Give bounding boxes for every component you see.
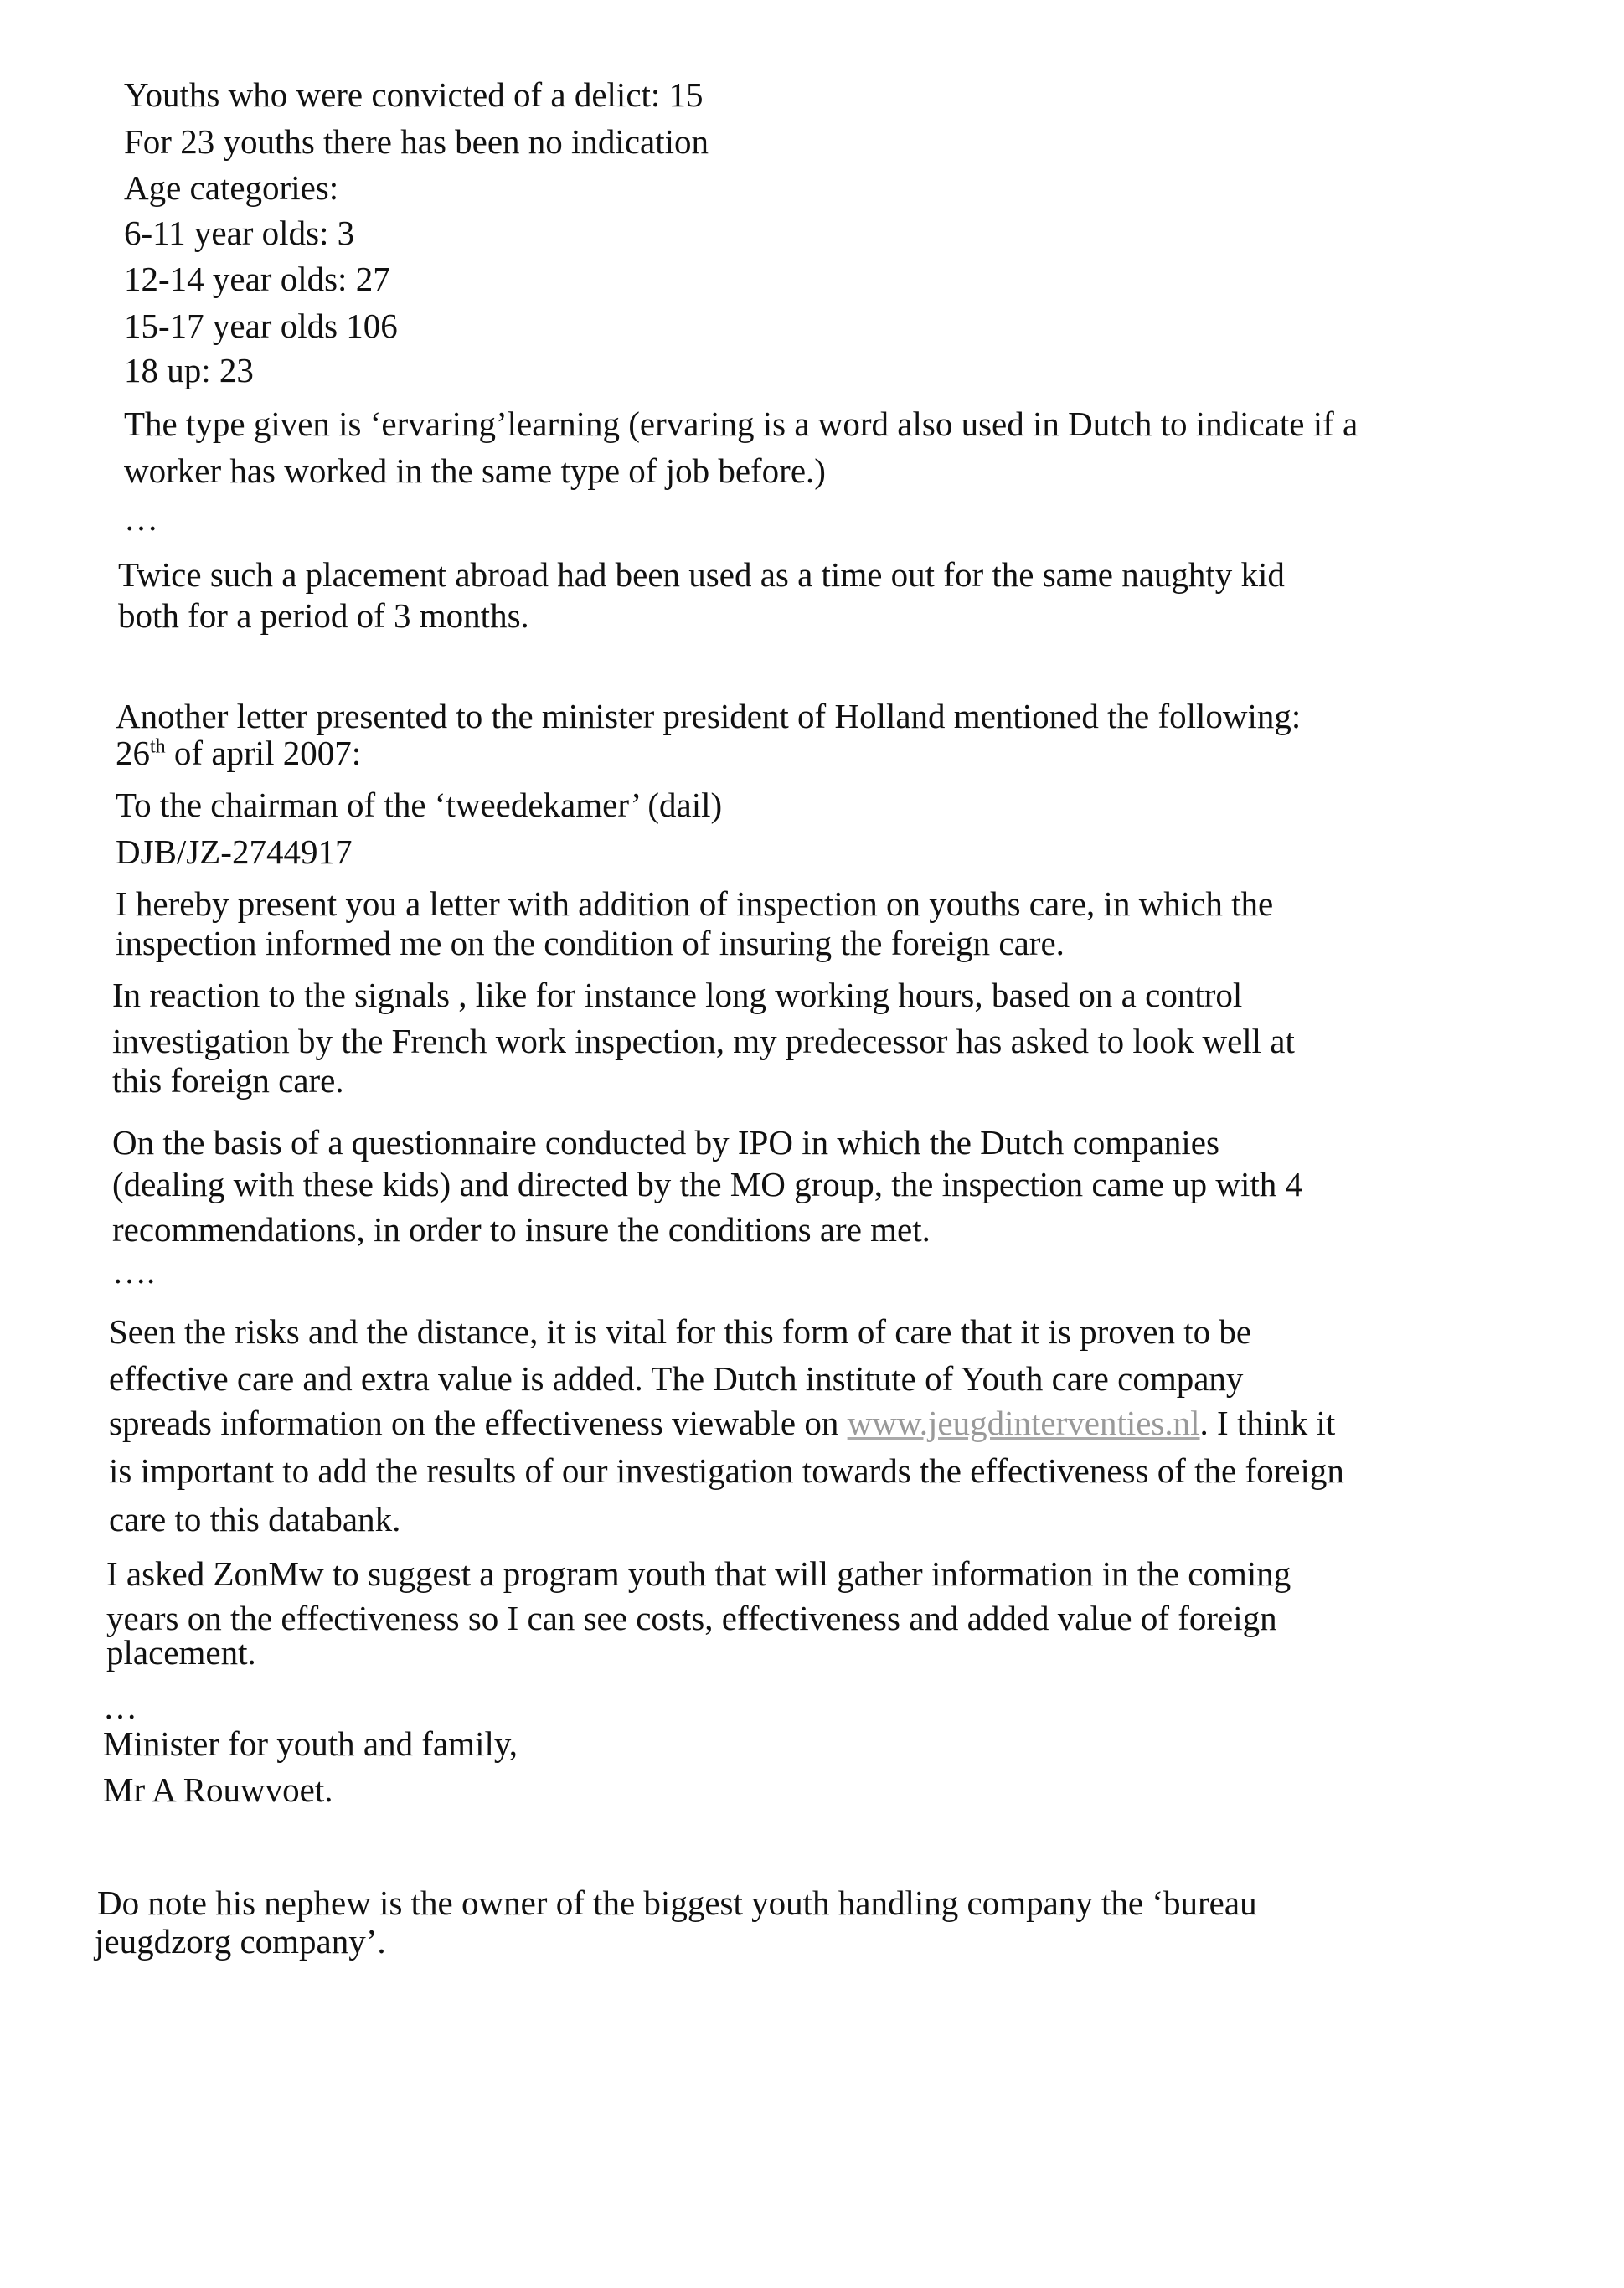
text-line: I hereby present you a letter with addition of inspection on youths care, in which the xyxy=(116,884,1274,923)
text-line: 12-14 year olds: 27 xyxy=(124,260,390,298)
text-line: DJB/JZ-2744917 xyxy=(116,832,353,871)
text-line: Do note his nephew is the owner of the biggest youth handling company the ‘bureau xyxy=(97,1883,1257,1922)
text-line: 18 up: 23 xyxy=(124,351,254,389)
website-link[interactable]: www.jeugdinterventies.nl xyxy=(847,1404,1200,1442)
text-line: effective care and extra value is added. The Dutch institute of Youth care company xyxy=(109,1359,1244,1398)
text-line: this foreign care. xyxy=(112,1061,344,1100)
text-line: To the chairman of the ‘tweedekamer’ (dail) xyxy=(116,786,723,824)
text-line: …. xyxy=(112,1252,156,1291)
text-line: worker has worked in the same type of job before.) xyxy=(124,451,826,490)
text-line: Seen the risks and the distance, it is vital for this form of care that it is proven to be xyxy=(109,1312,1252,1351)
text-line: care to this databank. xyxy=(109,1500,401,1538)
text-line: 15-17 year olds 106 xyxy=(124,307,398,345)
text-line: In reaction to the signals , like for instance long working hours, based on a control xyxy=(112,976,1243,1014)
text-line: Twice such a placement abroad had been used as a time out for the same naughty kid xyxy=(118,555,1285,594)
text-line: Minister for youth and family, xyxy=(103,1724,518,1763)
text-line: years on the effectiveness so I can see costs, effectiveness and added value of foreign xyxy=(106,1599,1277,1637)
text-line: Age categories: xyxy=(124,168,339,207)
text-line: jeugdzorg company’. xyxy=(95,1922,386,1961)
text-line: (dealing with these kids) and directed by the MO group, the inspection came up with 4 xyxy=(112,1165,1302,1203)
text-line: … xyxy=(124,499,158,538)
text-line: Another letter presented to the minister president of Holland mentioned the following: xyxy=(116,697,1302,735)
text-line: Mr A Rouwvoet. xyxy=(103,1770,333,1809)
text-line: On the basis of a questionnaire conducted by IPO in which the Dutch companies xyxy=(112,1123,1219,1162)
text-line: inspection informed me on the condition of insuring the foreign care. xyxy=(116,924,1065,962)
letter-date: 26th of april 2007: xyxy=(116,734,362,772)
text-line: investigation by the French work inspection, my predecessor has asked to look well at xyxy=(112,1022,1295,1060)
text-line: is important to add the results of our investigation towards the effectiveness of the foreign xyxy=(109,1451,1344,1490)
text-line: For 23 youths there has been no indication xyxy=(124,122,709,161)
text-line: spreads information on the effectiveness viewable on www.jeugdinterventies.nl. I think it xyxy=(109,1404,1336,1442)
text-line: I asked ZonMw to suggest a program youth that will gather information in the coming xyxy=(106,1554,1291,1593)
text-line: 6-11 year olds: 3 xyxy=(124,214,355,252)
text-line: recommendations, in order to insure the conditions are met. xyxy=(112,1210,931,1249)
text-line: The type given is ‘ervaring’learning (ervaring is a word also used in Dutch to indicate if a xyxy=(124,405,1358,443)
text-line: … xyxy=(103,1688,137,1726)
text-line: placement. xyxy=(106,1633,256,1672)
text-line: Youths who were convicted of a delict: 15 xyxy=(124,75,704,114)
text-line: both for a period of 3 months. xyxy=(118,596,529,635)
